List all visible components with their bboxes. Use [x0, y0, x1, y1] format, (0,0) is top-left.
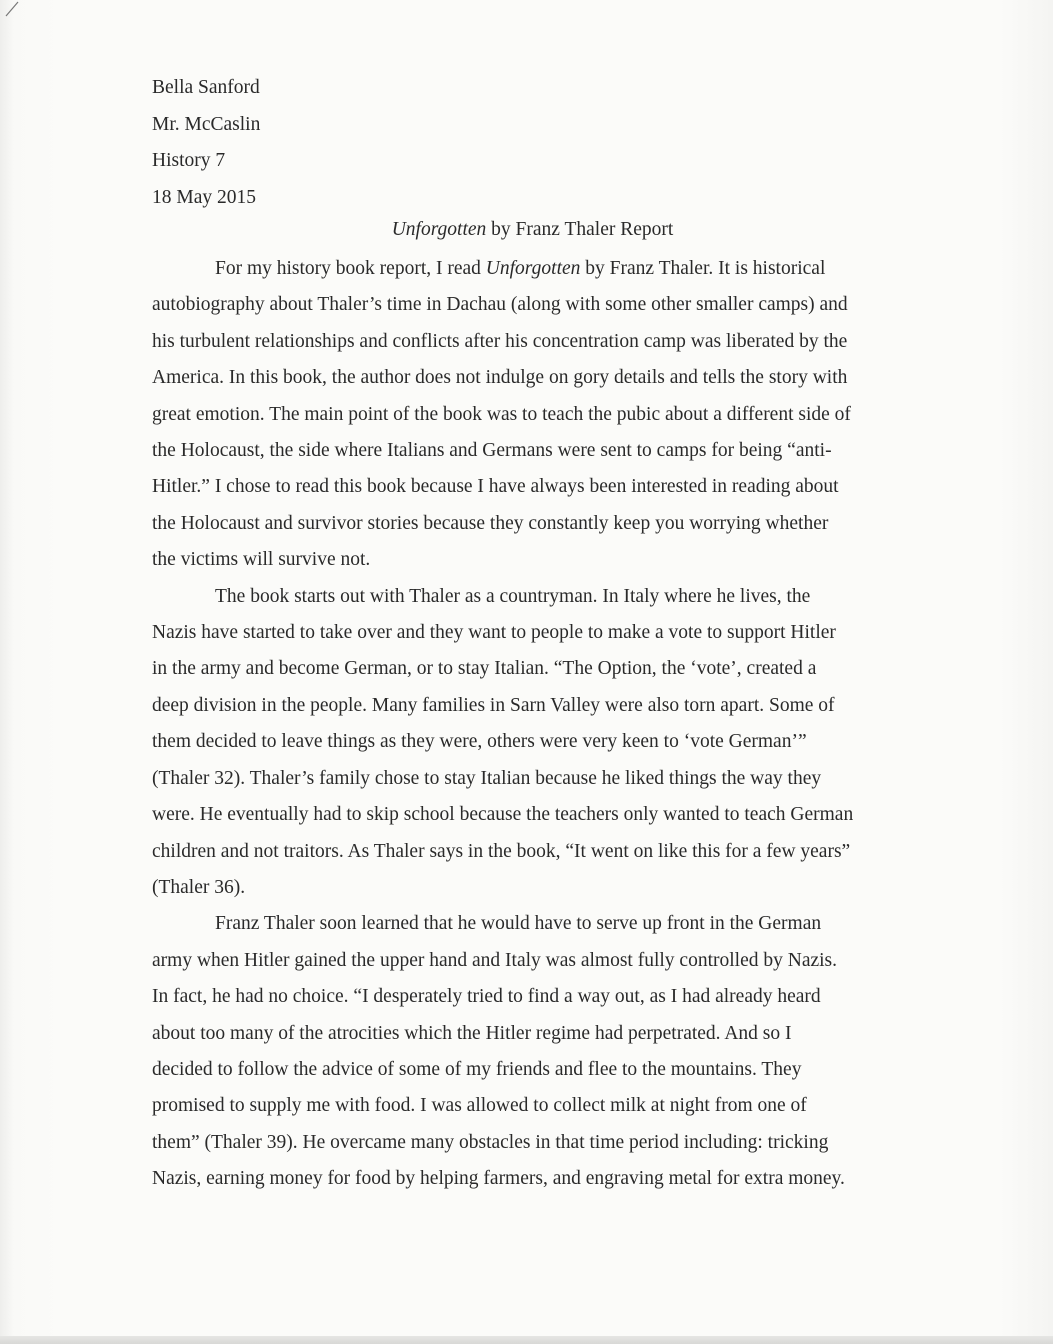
text-segment: autobiography about Thaler’s time in Dachau (along with some other smaller camps) and: [152, 294, 848, 316]
paragraph-3: [152, 906, 922, 1197]
teacher-name: Mr. McCaslin: [152, 113, 261, 135]
text-segment: great emotion. The main point of the book was to teach the pubic about a different side of: [152, 403, 851, 425]
text-line: [152, 615, 922, 651]
text-line: [152, 797, 922, 833]
text-line: [152, 251, 922, 287]
text-line: [152, 761, 922, 797]
text-segment: promised to supply me with food. I was allowed to collect milk at night from one of: [152, 1095, 807, 1117]
title-rest: by Franz Thaler Report: [486, 219, 674, 240]
text-segment: Franz Thaler soon learned that he would have to serve up front in the German: [215, 913, 822, 935]
text-line: [152, 579, 922, 615]
text-line: [152, 397, 922, 433]
text-segment: Nazis have started to take over and they want to people to make a vote to support Hitler: [152, 622, 836, 644]
text-line: [152, 688, 922, 724]
pen-mark-icon: [4, 0, 24, 18]
text-segment: Nazis, earning money for food by helping farmers, and engraving metal for extra money.: [152, 1168, 845, 1190]
text-line: [152, 651, 922, 687]
text-segment: In fact, he had no choice. “I desperately tried to find a way out, as I had already heard: [152, 986, 821, 1008]
text-line: [152, 324, 922, 360]
text-line: [152, 469, 922, 505]
text-segment: America. In this book, the author does not indulge on gory details and tells the story with: [152, 367, 848, 389]
text-segment: the Holocaust and survivor stories because they constantly keep you worrying whether: [152, 512, 829, 534]
text-line: [152, 943, 922, 979]
text-segment: them” (Thaler 39). He overcame many obstacles in that time period including: tricking: [152, 1131, 829, 1153]
text-segment: his turbulent relationships and conflicts after his concentration camp was liberated by the: [152, 330, 848, 352]
text-segment: For my history book report, I read: [215, 258, 486, 279]
student-name: Bella Sanford: [152, 77, 260, 98]
text-line: [152, 834, 922, 870]
text-segment: the victims will survive not.: [152, 549, 371, 571]
text-line: [152, 1016, 922, 1052]
text-line: [152, 1088, 922, 1124]
text-segment: them decided to leave things as they were, others were very keen to ‘vote German’”: [152, 731, 807, 753]
text-segment: by Franz Thaler. It is historical: [580, 258, 826, 279]
text-segment: army when Hitler gained the upper hand and Italy was almost fully controlled by Nazis.: [152, 949, 838, 971]
page-bottom-edge: [0, 1336, 1053, 1344]
paragraph-1: [152, 251, 922, 579]
paragraph-2: [152, 579, 922, 907]
report-body: [152, 251, 922, 1198]
text-segment: The book starts out with Thaler as a countryman. In Italy where he lives, the: [215, 585, 811, 607]
mla-heading: [152, 70, 260, 216]
text-line: [152, 979, 922, 1015]
text-line: [152, 506, 922, 542]
book-title: Unforgotten: [391, 219, 487, 240]
text-line: [152, 906, 922, 942]
text-segment: (Thaler 32). Thaler’s family chose to stay Italian because he liked things the way they: [152, 767, 822, 789]
report-title: [0, 215, 1053, 245]
text-line: [152, 360, 922, 396]
text-line: [152, 724, 922, 760]
text-segment: children and not traitors. As Thaler says in the book, “It went on like this for a few years”: [152, 840, 851, 862]
text-segment: were. He eventually had to skip school because the teachers only wanted to teach German: [152, 804, 854, 826]
text-line: [152, 287, 922, 323]
text-line: [152, 1052, 922, 1088]
report-date: 18 May 2015: [152, 186, 256, 208]
text-line: [152, 1125, 922, 1161]
text-segment: the Holocaust, the side where Italians and Germans were sent to camps for being “anti-: [152, 440, 832, 462]
text-segment: (Thaler 36).: [152, 876, 246, 898]
text-segment: in the army and become German, or to stay Italian. “The Option, the ‘vote’, created a: [152, 658, 817, 680]
text-segment: deep division in the people. Many families in Sarn Valley were also torn apart. Some of: [152, 694, 835, 716]
text-line: [152, 542, 922, 578]
book-title-inline: Unforgotten: [485, 258, 581, 279]
text-line: [152, 1161, 922, 1197]
text-segment: Hitler.” I chose to read this book because I have always been interested in reading about: [152, 476, 839, 498]
text-line: [152, 433, 922, 469]
text-line: [152, 870, 922, 906]
text-segment: decided to follow the advice of some of my friends and flee to the mountains. They: [152, 1058, 802, 1080]
text-segment: about too many of the atrocities which the Hitler regime had perpetrated. And so I: [152, 1022, 792, 1044]
class-name: History 7: [152, 150, 226, 171]
